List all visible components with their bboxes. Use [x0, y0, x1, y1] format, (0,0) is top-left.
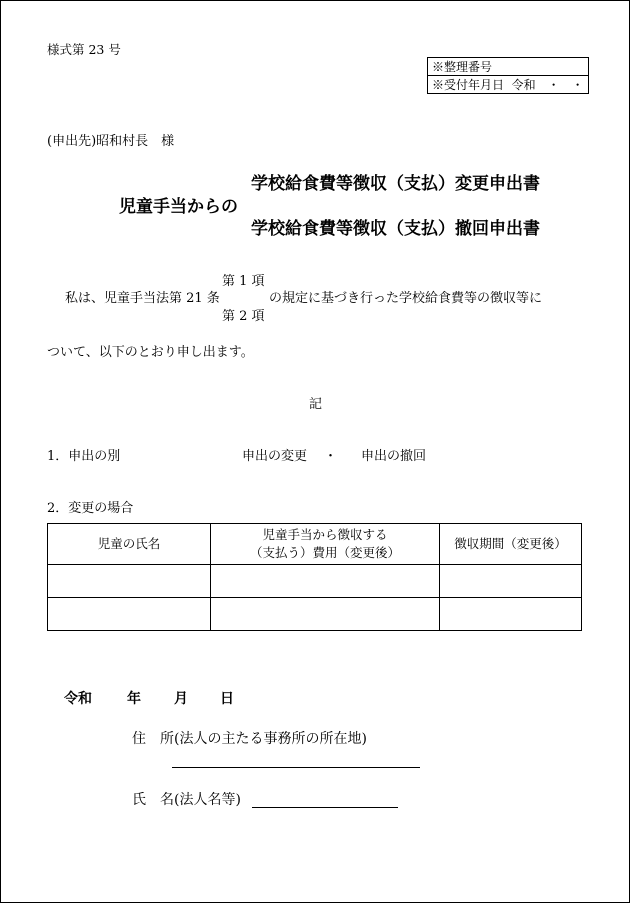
cell-child-name[interactable]	[48, 598, 211, 631]
body-intro: 私は、児童手当法第 21 条	[65, 291, 220, 306]
registration-received-cell	[428, 76, 589, 94]
option-withdraw: 申出の撤回	[361, 449, 427, 464]
date-era: 令和	[64, 691, 92, 707]
date-month: 月	[174, 691, 188, 707]
change-table	[47, 523, 582, 631]
clause-2: 第 2 項	[222, 309, 265, 324]
title-lead: 児童手当からの	[119, 197, 238, 217]
address-label: 住 所(法人の主たる事務所の所在地)	[132, 731, 367, 747]
cell-fee[interactable]	[211, 565, 440, 598]
body-line2: ついて、以下のとおり申し出ます。	[47, 345, 254, 360]
address-line[interactable]	[172, 767, 420, 768]
header-fee	[211, 524, 440, 565]
registration-number-label: ※整理番号	[428, 58, 589, 76]
header-child-name: 児童の氏名	[48, 524, 211, 565]
clause-1: 第 1 項	[222, 274, 265, 289]
header-fee-line1: 児童手当から徴収する	[262, 527, 388, 542]
cell-period[interactable]	[440, 598, 582, 631]
option-change: 申出の変更	[242, 449, 308, 464]
table-header-row	[48, 524, 582, 565]
header-fee-line2: （支払う）費用（変更後）	[249, 545, 400, 560]
name-label: 氏 名(法人名等)	[132, 792, 241, 808]
body-rest: の規定に基づき行った学校給食費等の徴収等に	[269, 291, 543, 306]
addressee: (申出先)昭和村長 様	[47, 134, 175, 149]
cell-child-name[interactable]	[48, 565, 211, 598]
title-change: 学校給食費等徴収（支払）変更申出書	[251, 174, 540, 194]
ki-heading: 記	[309, 397, 323, 412]
header-period: 徴収期間（変更後）	[440, 524, 582, 565]
registration-box	[427, 57, 589, 94]
section1-label: 1．申出の別	[47, 449, 121, 464]
form-number: 様式第 23 号	[47, 42, 121, 57]
option-separator: ・	[324, 449, 338, 464]
title-withdraw: 学校給食費等徴収（支払）撤回申出書	[251, 219, 540, 239]
table-row	[48, 598, 582, 631]
cell-fee[interactable]	[211, 598, 440, 631]
registration-received-value: 令和 ・ ・	[511, 78, 584, 92]
date-day: 日	[220, 691, 234, 707]
table-row	[48, 565, 582, 598]
registration-received-label: ※受付年月日	[432, 78, 505, 92]
date-year: 年	[127, 691, 141, 707]
cell-period[interactable]	[440, 565, 582, 598]
name-line[interactable]	[252, 807, 398, 808]
section2-label: 2．変更の場合	[47, 501, 134, 516]
